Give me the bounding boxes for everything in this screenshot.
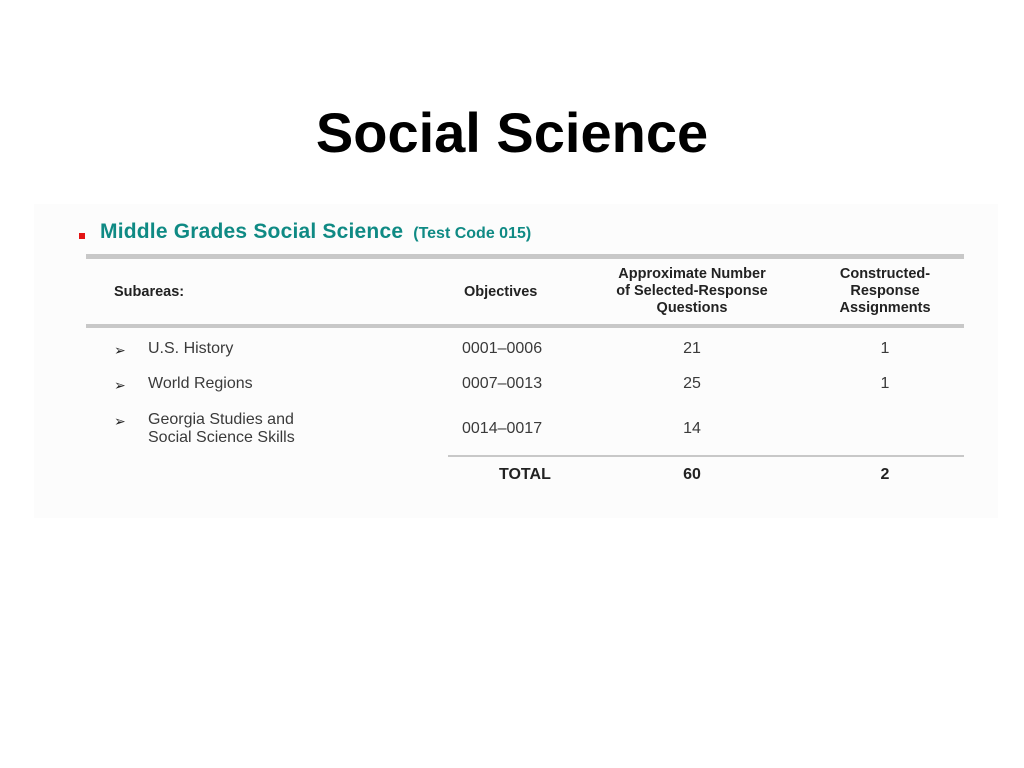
header-subareas: Subareas:: [114, 284, 185, 300]
test-info-panel: [34, 204, 998, 518]
arrow-bullet-icon: ➢: [114, 342, 126, 358]
total-constructed-response: 2: [880, 466, 890, 483]
row-constructed-response: 1: [880, 340, 890, 357]
total-selected-response: 60: [683, 466, 701, 483]
test-code: (Test Code 015): [413, 225, 532, 242]
table-header-rule: [86, 324, 964, 328]
header-constructed-response: Constructed- Response Assignments: [839, 266, 931, 316]
row-objectives: 0001–0006: [462, 340, 543, 357]
table-top-rule: [86, 254, 964, 259]
test-name: Middle Grades Social Science: [100, 220, 404, 243]
row-objectives: 0007–0013: [462, 375, 543, 392]
slide-title: Social Science: [315, 101, 709, 164]
row-constructed-response: 1: [880, 375, 890, 392]
total-label: TOTAL: [499, 466, 551, 483]
row-selected-response: 25: [683, 375, 701, 392]
row-subarea: World Regions: [148, 375, 253, 392]
row-selected-response: 21: [683, 340, 701, 357]
row-subarea: Georgia Studies and Social Science Skills: [148, 411, 295, 446]
table-total-rule: [448, 455, 964, 457]
row-subarea: U.S. History: [148, 340, 234, 357]
red-square-bullet-icon: [79, 233, 85, 239]
header-objectives: Objectives: [464, 284, 538, 300]
row-objectives: 0014–0017: [462, 420, 543, 437]
header-selected-response: Approximate Number of Selected-Response Questions: [616, 266, 768, 316]
arrow-bullet-icon: ➢: [114, 377, 126, 393]
row-selected-response: 14: [683, 420, 701, 437]
arrow-bullet-icon: ➢: [114, 413, 126, 429]
section-heading: [100, 220, 531, 244]
